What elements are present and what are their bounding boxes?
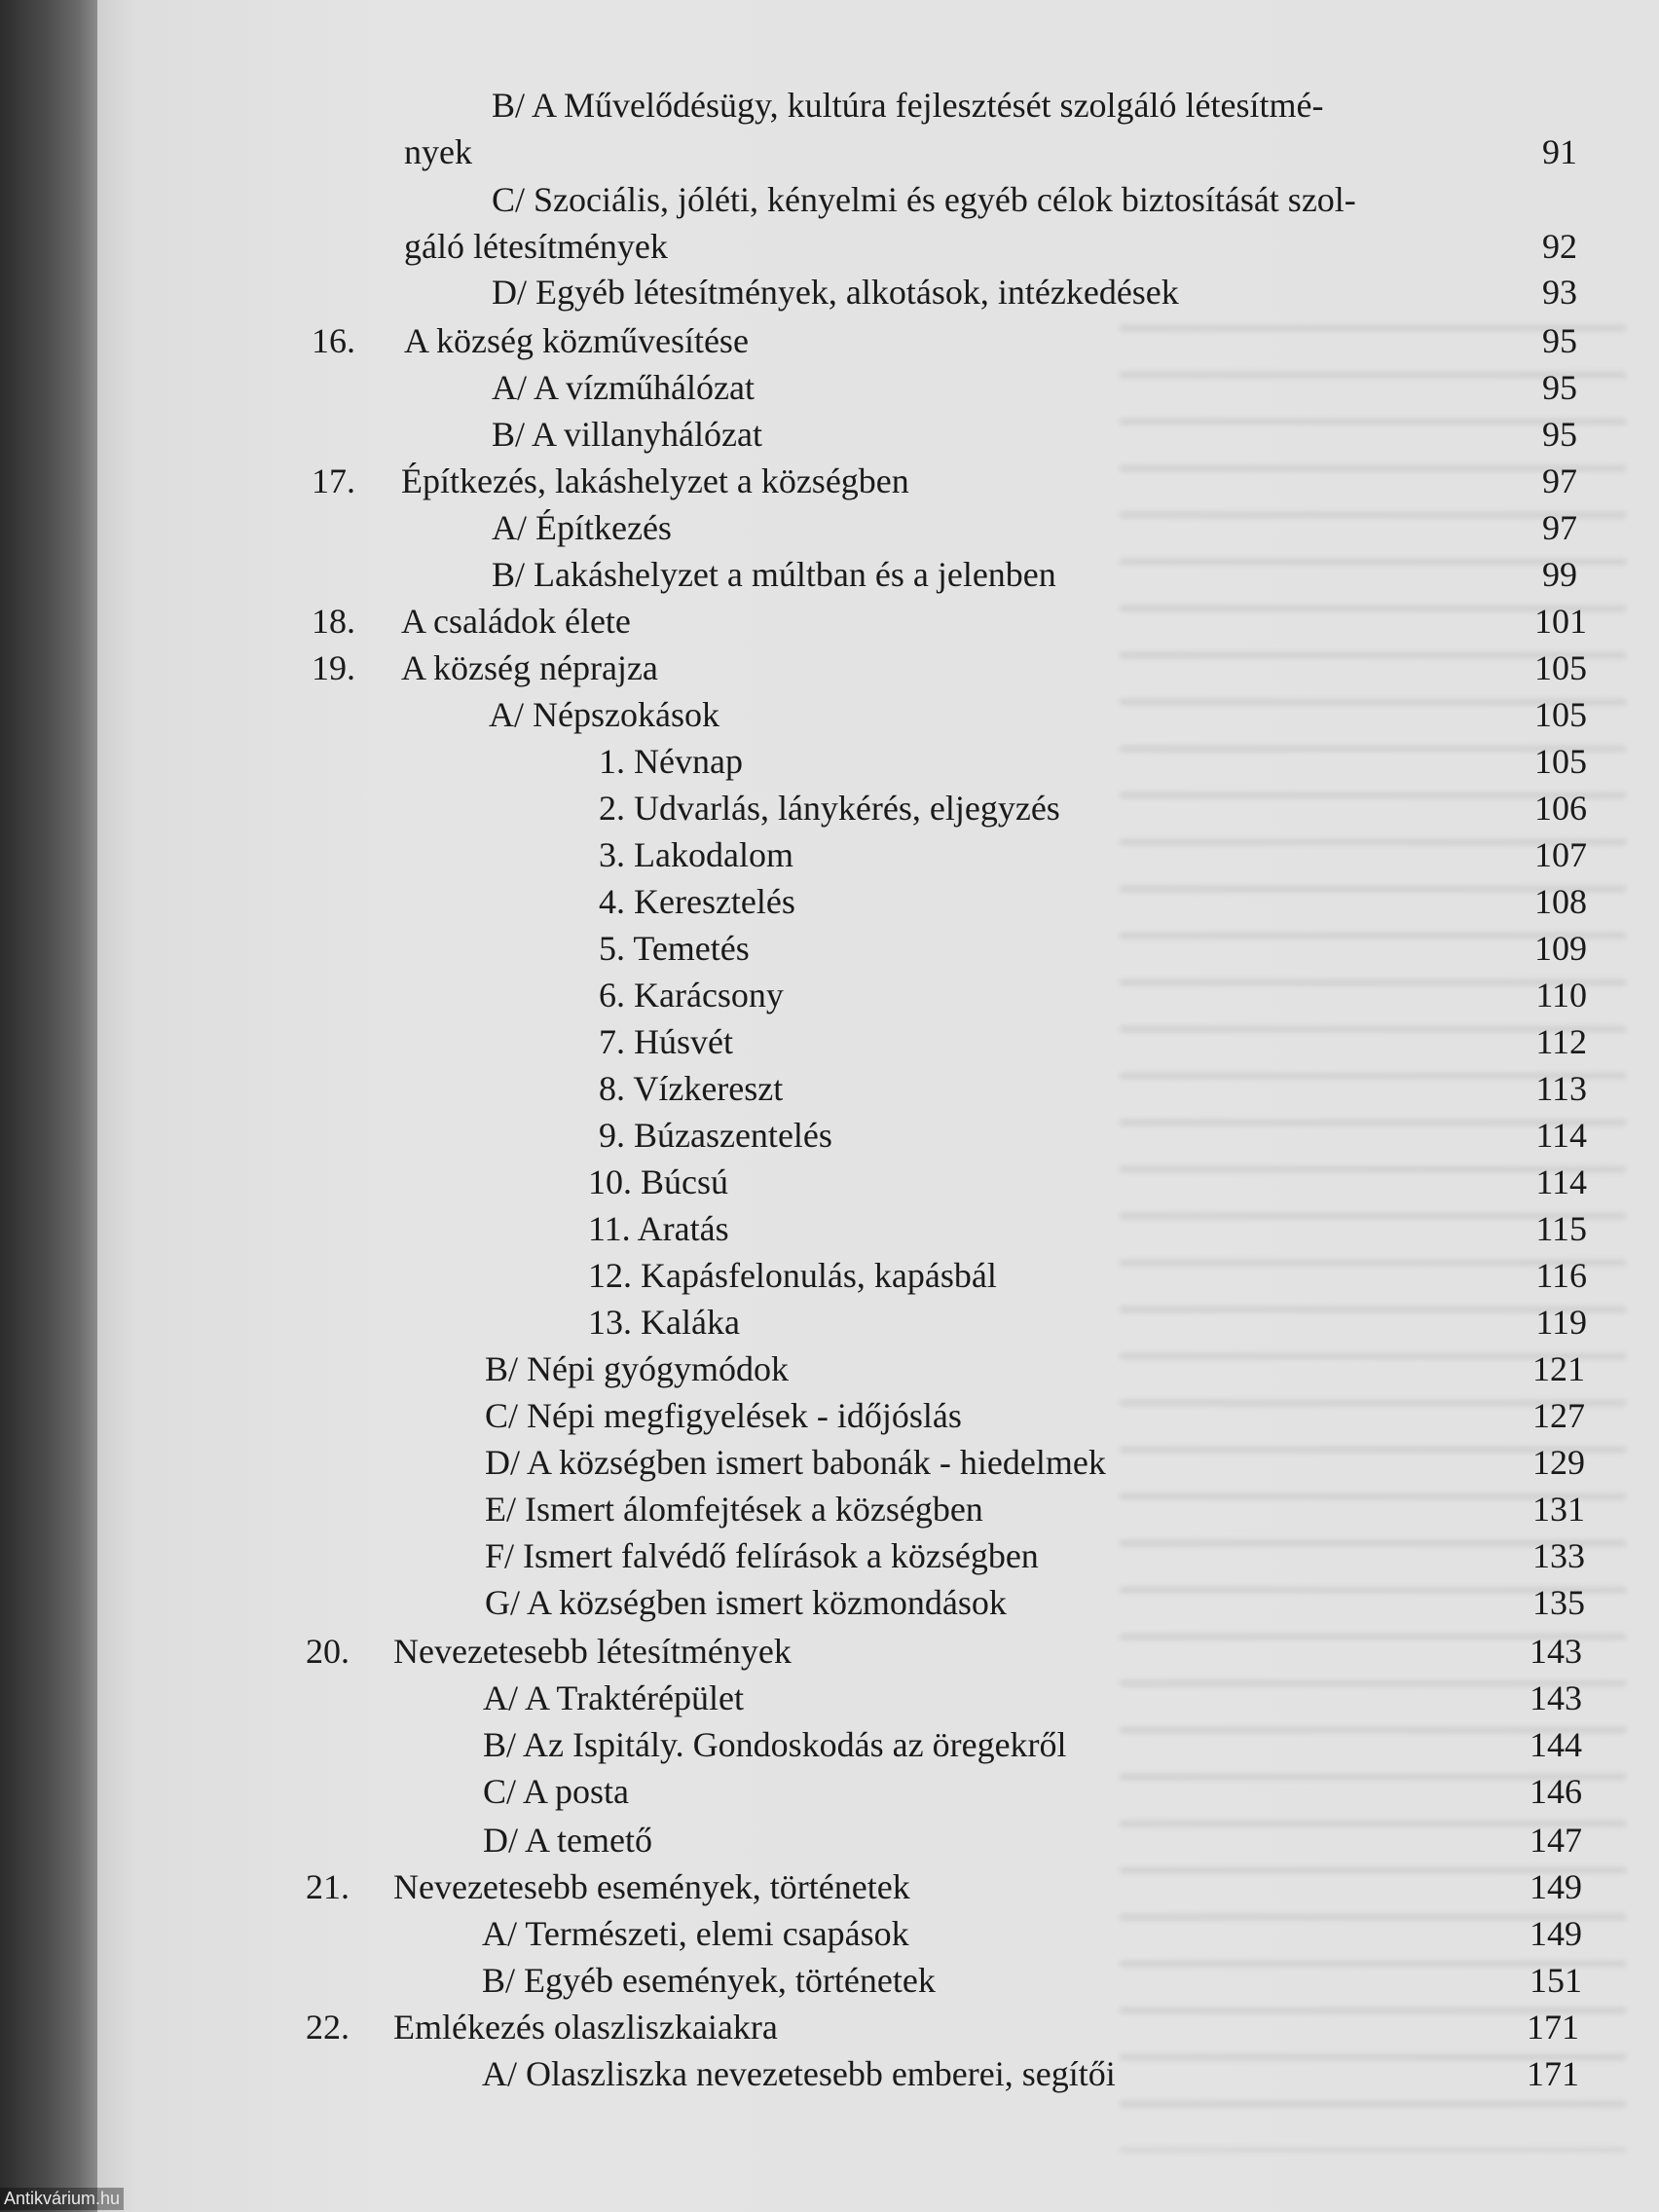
toc-entry xyxy=(0,2050,1579,2097)
toc-entry-page-number: 112 xyxy=(1535,1022,1587,1061)
toc-entry-title: D/ Egyéb létesítmények, alkotások, intézkedések xyxy=(492,273,1179,312)
toc-entry-page-number: 146 xyxy=(1530,1772,1582,1811)
toc-entry xyxy=(0,504,1577,551)
toc-entry-page-number: 171 xyxy=(1527,2054,1579,2093)
toc-entry-title: Építkezés, lakáshelyzet a községben xyxy=(401,461,909,500)
toc-entry-title: A/ Építkezés xyxy=(492,508,672,547)
toc-entry-title: B/ Egyéb események, történetek xyxy=(482,1961,936,2000)
toc-entry-title: A/ Természeti, elemi csapások xyxy=(482,1914,909,1953)
toc-entry xyxy=(0,831,1587,878)
toc-entry-page-number: 151 xyxy=(1530,1961,1582,2000)
toc-entry-title: B/ Az Ispitály. Gondoskodás az öregekről xyxy=(483,1725,1067,1764)
toc-entry xyxy=(0,317,1577,364)
toc-entry-number: 19. xyxy=(312,648,355,687)
toc-entry-title: 1. Névnap xyxy=(599,742,743,781)
toc-entry-page-number: 129 xyxy=(1532,1443,1585,1482)
toc-entry-page-number: 97 xyxy=(1542,508,1577,547)
toc-entry-title: Nevezetesebb létesítmények xyxy=(393,1632,792,1671)
toc-entry-title: 10. Búcsú xyxy=(588,1162,728,1201)
toc-entry xyxy=(0,925,1587,972)
toc-entry-page-number: 113 xyxy=(1535,1069,1587,1108)
toc-entry-page-number: 91 xyxy=(1542,132,1577,171)
toc-entry xyxy=(0,411,1577,458)
toc-entry-title: B/ A Művelődésügy, kultúra fejlesztését szolgáló létesítmé- xyxy=(492,86,1324,125)
toc-entry xyxy=(0,1346,1585,1392)
toc-entry-title: 2. Udvarlás, lánykérés, eljegyzés xyxy=(599,789,1060,828)
toc-entry-page-number: 114 xyxy=(1535,1162,1587,1201)
toc-entry-number: 20. xyxy=(306,1632,350,1671)
toc-entry-title: C/ A posta xyxy=(483,1772,630,1811)
toc-entry-page-number: 106 xyxy=(1534,789,1587,828)
toc-entry-title: 13. Kaláka xyxy=(588,1303,740,1342)
toc-entry-title: nyek xyxy=(404,132,472,171)
toc-entry xyxy=(0,1957,1582,2004)
toc-entry xyxy=(0,129,1577,175)
toc-entry xyxy=(0,1018,1587,1065)
toc-entry xyxy=(0,972,1587,1018)
toc-entry-page-number: 147 xyxy=(1530,1821,1582,1860)
toc-entry-page-number: 119 xyxy=(1535,1303,1587,1342)
toc-entry-title: F/ Ismert falvédő felírások a községben xyxy=(485,1536,1039,1575)
toc-entry-title: A/ A Traktérépület xyxy=(483,1678,744,1717)
toc-entry-title: 11. Aratás xyxy=(588,1209,729,1248)
toc-entry-page-number: 127 xyxy=(1532,1396,1585,1435)
toc-entry xyxy=(0,1252,1587,1299)
toc-entry-page-number: 135 xyxy=(1532,1583,1585,1622)
toc-entry xyxy=(0,551,1577,598)
toc-entry xyxy=(0,645,1587,691)
toc-entry xyxy=(0,1205,1587,1252)
toc-entry-page-number: 108 xyxy=(1534,882,1587,921)
toc-entry-page-number: 101 xyxy=(1534,602,1587,641)
toc-entry xyxy=(0,1863,1582,1910)
toc-entry-title: 8. Vízkereszt xyxy=(599,1069,784,1108)
toc-entry-title: B/ Népi gyógymódok xyxy=(485,1349,789,1388)
watermark: Antikvárium.hu xyxy=(0,2188,124,2210)
toc-entry xyxy=(0,1392,1585,1439)
toc-entry-page-number: 131 xyxy=(1532,1490,1585,1529)
toc-entry-title: Nevezetesebb események, történetek xyxy=(393,1867,910,1906)
toc-entry-page-number: 149 xyxy=(1530,1914,1582,1953)
toc-entry xyxy=(0,1768,1582,1815)
toc-entry-page-number: 105 xyxy=(1534,695,1587,734)
toc-entry-title: gáló létesítmények xyxy=(404,227,668,266)
toc-entry xyxy=(0,878,1587,925)
toc-entry-title: D/ A temető xyxy=(483,1821,652,1860)
toc-entry xyxy=(0,691,1587,738)
toc-entry-number: 22. xyxy=(306,2008,350,2046)
toc-entry xyxy=(0,1579,1585,1626)
toc-entry xyxy=(0,1817,1582,1863)
toc-entry-page-number: 105 xyxy=(1534,648,1587,687)
toc-entry-title: A/ Olaszliszka nevezetesebb emberei, segítői xyxy=(482,2054,1116,2093)
toc-entry-page-number: 144 xyxy=(1530,1725,1582,1764)
toc-entry-page-number: 95 xyxy=(1542,368,1577,407)
toc-entry-page-number: 115 xyxy=(1535,1209,1587,1248)
toc-entry-page-number: 143 xyxy=(1530,1632,1582,1671)
toc-entry-title: 9. Búzaszentelés xyxy=(599,1116,832,1155)
toc-entry-title: A családok élete xyxy=(401,602,631,641)
toc-entry xyxy=(0,785,1587,831)
toc-entry xyxy=(0,738,1587,785)
toc-entry xyxy=(0,1299,1587,1346)
toc-entry-page-number: 107 xyxy=(1534,835,1587,874)
toc-entry xyxy=(0,1675,1582,1721)
toc-entry-title: E/ Ismert álomfejtések a községben xyxy=(485,1490,983,1529)
toc-entry-title: 3. Lakodalom xyxy=(599,835,793,874)
toc-entry-title: A község néprajza xyxy=(401,648,658,687)
toc-entry-page-number: 114 xyxy=(1535,1116,1587,1155)
toc-entry-page-number: 171 xyxy=(1527,2008,1579,2046)
toc-entry xyxy=(0,1159,1587,1205)
toc-entry-title: B/ Lakáshelyzet a múltban és a jelenben xyxy=(492,555,1056,594)
toc-entry xyxy=(0,1910,1582,1957)
toc-entry-title: B/ A villanyhálózat xyxy=(492,415,762,454)
toc-entry-number: 17. xyxy=(312,461,355,500)
toc-entry-title: A/ Népszokások xyxy=(489,695,719,734)
toc-entry-page-number: 92 xyxy=(1542,227,1577,266)
toc-entry xyxy=(0,1486,1585,1532)
toc-entry-title: Emlékezés olaszliszkaiakra xyxy=(393,2008,778,2046)
toc-entry-title: C/ Szociális, jóléti, kényelmi és egyéb célok biztosítását szol- xyxy=(492,180,1356,219)
toc-entry xyxy=(0,1532,1585,1579)
toc-entry xyxy=(0,2004,1579,2050)
toc-entry-page-number: 121 xyxy=(1532,1349,1585,1388)
toc-entry xyxy=(0,176,1577,223)
toc-entry-title: 12. Kapásfelonulás, kapásbál xyxy=(588,1256,997,1295)
toc-entry xyxy=(0,223,1577,270)
toc-entry xyxy=(0,1439,1585,1486)
toc-entry xyxy=(0,1065,1587,1112)
toc-entry-page-number: 143 xyxy=(1530,1678,1582,1717)
toc-entry xyxy=(0,458,1577,504)
toc-entry-number: 21. xyxy=(306,1867,350,1906)
toc-entry-page-number: 133 xyxy=(1532,1536,1585,1575)
toc-entry-page-number: 116 xyxy=(1535,1256,1587,1295)
toc-entry xyxy=(0,1721,1582,1768)
toc-entry-page-number: 99 xyxy=(1542,555,1577,594)
toc-entry xyxy=(0,598,1587,645)
toc-entry-title: 6. Karácsony xyxy=(599,976,784,1014)
toc-entry-page-number: 95 xyxy=(1542,415,1577,454)
toc-entry-title: D/ A községben ismert babonák - hiedelmek xyxy=(485,1443,1106,1482)
toc-entry-page-number: 110 xyxy=(1535,976,1587,1014)
toc-entry-title: C/ Népi megfigyelések - időjóslás xyxy=(485,1396,962,1435)
toc-entry xyxy=(0,269,1577,315)
toc-entry xyxy=(0,1112,1587,1159)
toc-entry-page-number: 93 xyxy=(1542,273,1577,312)
toc-entry-number: 18. xyxy=(312,602,355,641)
toc-entry-page-number: 109 xyxy=(1534,929,1587,968)
toc-entry-number: 16. xyxy=(312,321,355,360)
toc-entry-title: G/ A községben ismert közmondások xyxy=(485,1583,1007,1622)
toc-entry-title: 7. Húsvét xyxy=(599,1022,733,1061)
toc-entry xyxy=(0,364,1577,411)
toc-entry xyxy=(0,82,1577,129)
toc-entry-title: 5. Temetés xyxy=(599,929,750,968)
toc-entry-page-number: 105 xyxy=(1534,742,1587,781)
toc-entry-title: A/ A vízműhálózat xyxy=(492,368,755,407)
toc-entry-title: A község közművesítése xyxy=(404,321,749,360)
toc-entry-page-number: 149 xyxy=(1530,1867,1582,1906)
toc-entry-page-number: 97 xyxy=(1542,461,1577,500)
toc-entry-title: 4. Keresztelés xyxy=(599,882,795,921)
toc-entry xyxy=(0,1628,1582,1675)
toc-entry-page-number: 95 xyxy=(1542,321,1577,360)
